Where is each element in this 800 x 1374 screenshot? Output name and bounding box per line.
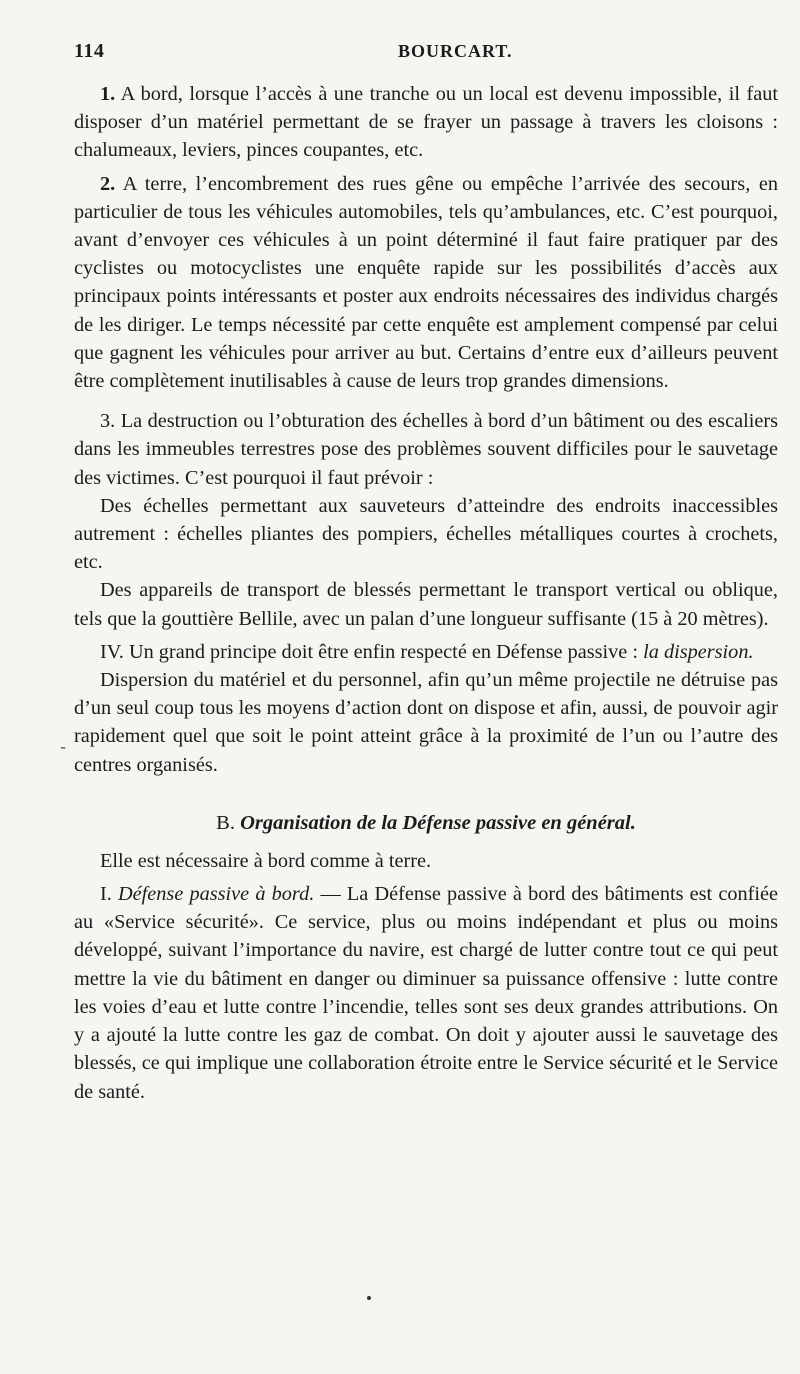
paragraph-3b: Des appareils de transport de blessés permettant le transport vertical ou oblique, tels que la gouttière Bellile, avec un palan d’une longueur suffisante (15 à 20 mètres).: [74, 579, 778, 630]
running-head-author: BOURCART.: [398, 41, 513, 61]
paragraph-4: [74, 638, 778, 666]
paragraph-number: 1.: [100, 83, 116, 105]
paragraph-3a: Des échelles permettant aux sauveteurs d’atteindre des endroits inaccessibles autrement : échelles pliantes des pompiers, échelles métalliques courtes à crochets, etc.: [74, 494, 778, 574]
margin-mark: -: [60, 736, 66, 756]
paragraph-text: A bord, lorsque l’accès à une tranche ou un local est devenu impossible, il faut disposer d’un matériel permettant de se frayer un passage à travers les cloisons : chalumeaux, leviers, pinces coupantes, etc.: [74, 83, 778, 162]
running-head: [74, 40, 778, 80]
paragraph-4a: Dispersion du matériel et du personnel, afin qu’un même projectile ne détruise pas d’un seul coup tous les moyens d’action dont on dispose et afin, aussi, de pouvoir agir rapidement quel que soit le point atteint grâce à la proximité de l’un ou l’autre des centres organisés.: [74, 669, 778, 776]
paragraph-6: [74, 880, 778, 1106]
paragraph-number: IV.: [100, 640, 124, 663]
paragraph-text: La Défense passive à bord des bâtiments est confiée au «Service sécurité». Ce service, plus ou moins indépendant et plus ou moins développé, suivant l’importance du navire, est chargé de lutter contre tout ce qui peut mettre la vie du bâtiment en danger ou diminuer sa puissance offensive : lutte contre les voies d’eau et lutte contre l’incendie, telles sont ses deux grandes attributions. On y a ajouté la lutte contre les gaz de combat. On doit y ajouter aussi le sauvetage des blessés, ce qui implique une collaboration étroite entre le Service sécurité et le Service de santé.: [74, 883, 779, 1103]
ink-speck: [367, 1296, 371, 1300]
paragraph-5: Elle est nécessaire à bord comme à terre.: [100, 849, 432, 872]
paragraph-number: 2.: [100, 172, 116, 195]
section-heading: [74, 809, 778, 837]
paragraph-number: I.: [100, 883, 112, 906]
paragraph-text: A terre, l’encombrement des rues gêne ou empêche l’arrivée des secours, en particulier de tous les véhicules automobiles, tels qu’ambulances, etc. C’est pourquoi, avant d’envoyer ces véhicules à un point déterminé il faut faire pratiquer par des cyclistes ou motocyclistes une enquête rapide sur les possibilités d’accès aux principaux points intéressants et poster aux endroits nécessaires des individus chargés de les diriger. Le temps nécessité par cette enquête est amplement compensé par celui que gagnent les véhicules pour arriver au but. Certains d’entre eux d’ailleurs peuvent être complètement inutilisables à cause de leurs trop grandes dimensions.: [74, 172, 778, 393]
paragraph-number: 3.: [100, 410, 116, 433]
paragraph-emphasis: Défense passive à bord.: [118, 883, 315, 906]
paragraph-3: [74, 407, 778, 492]
paragraph-2: [74, 170, 778, 396]
paragraph-text: La destruction ou l’obturation des échelles à bord d’un bâtiment ou des escaliers dans les immeubles terrestres pose des problèmes souvent difficiles pour le sauvetage des victimes. C’est pourquoi il faut prévoir :: [74, 410, 778, 489]
paragraph-emphasis: la dispersion.: [643, 640, 754, 663]
section-letter: B.: [216, 811, 235, 834]
section-title: Organisation de la Défense passive en général.: [240, 811, 636, 834]
em-dash: —: [314, 883, 347, 906]
paragraph-text: Un grand principe doit être enfin respecté en Défense passive :: [128, 640, 639, 663]
page-number: 114: [74, 40, 105, 62]
paragraph-1: [74, 80, 778, 165]
